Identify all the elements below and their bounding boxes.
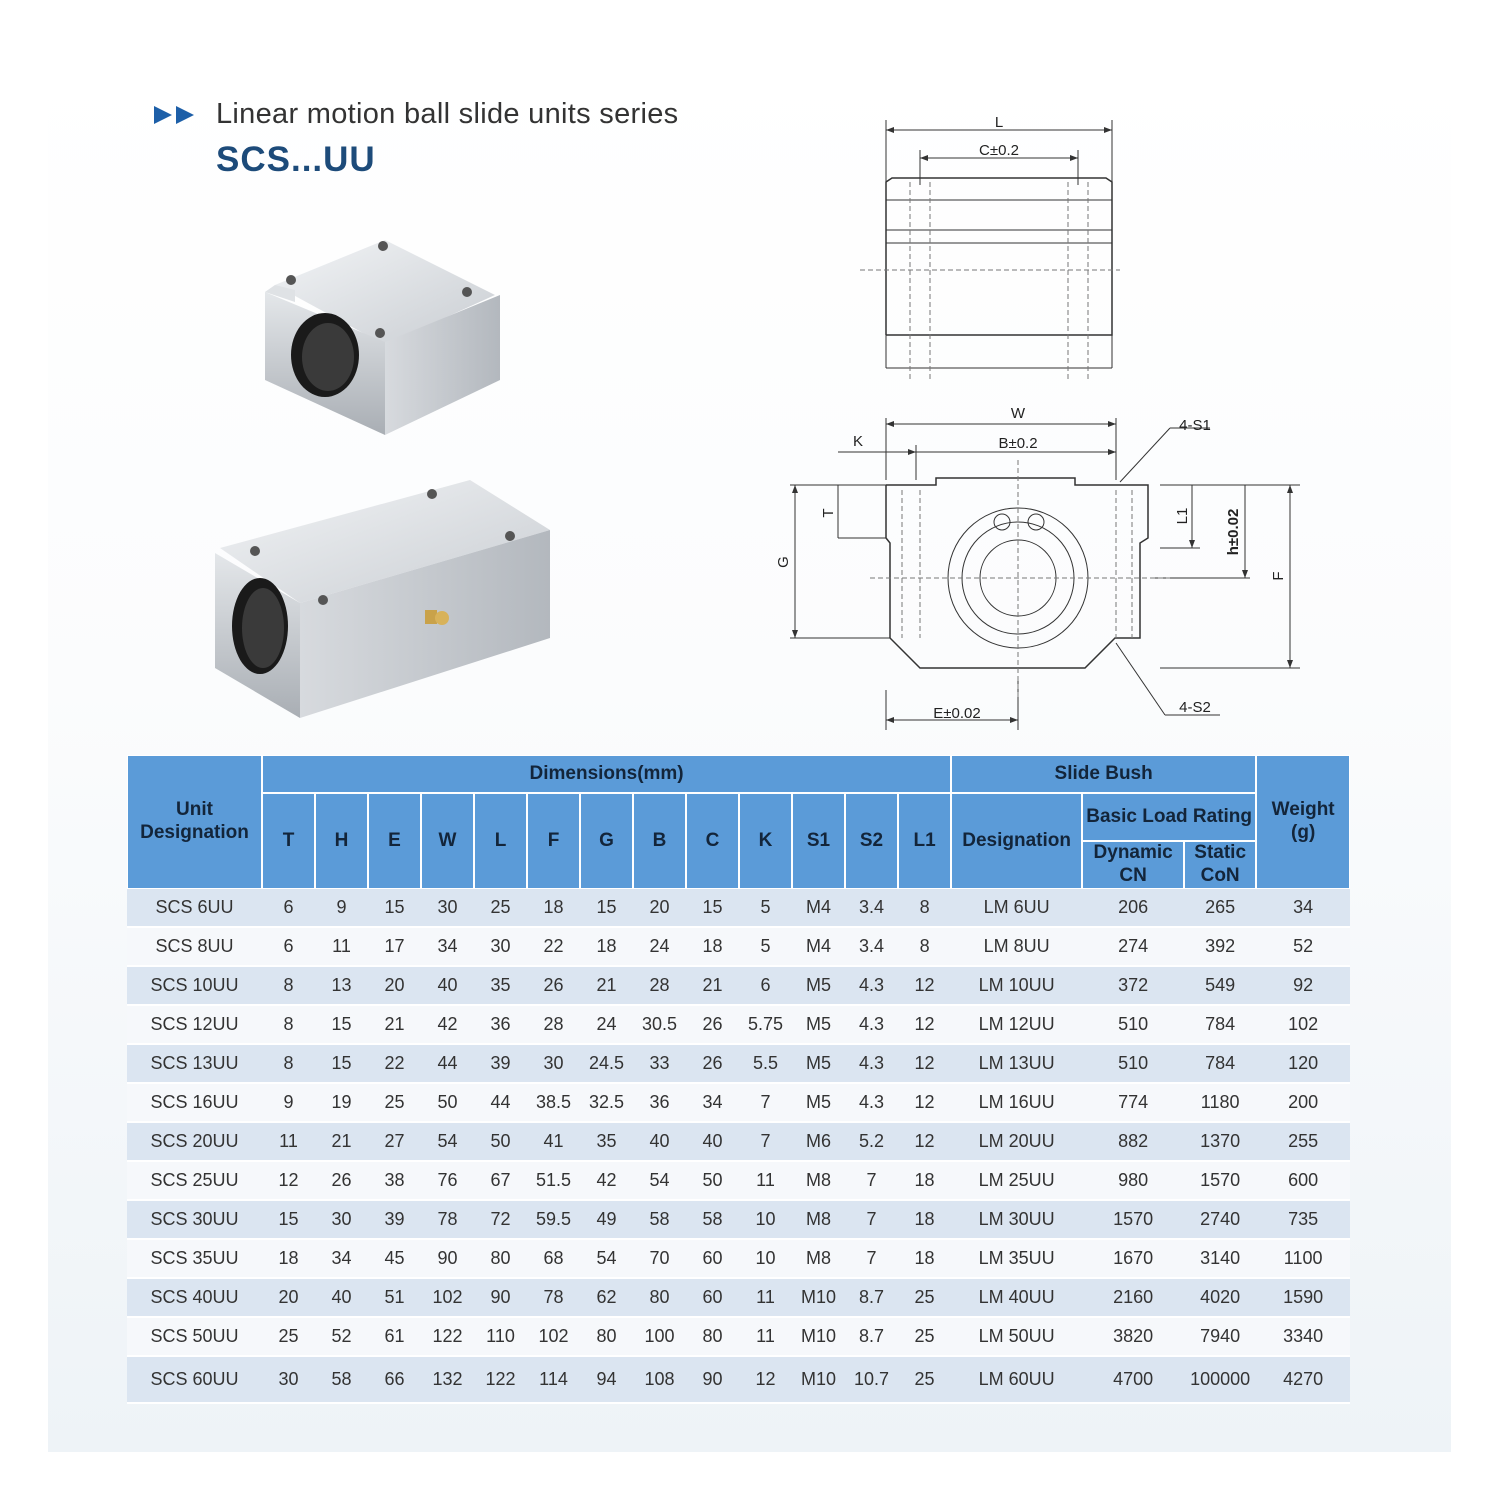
table-cell: 12 [898, 1084, 951, 1123]
table-cell: LM 10UU [951, 967, 1082, 1006]
table-cell: 4.3 [845, 967, 898, 1006]
table-cell: 39 [368, 1201, 421, 1240]
header-dim-H: H [315, 793, 368, 889]
table-cell: 100000 [1184, 1357, 1256, 1404]
table-cell: 5.2 [845, 1123, 898, 1162]
table-cell: 18 [262, 1240, 315, 1279]
table-cell: 3.4 [845, 928, 898, 967]
table-row [127, 1006, 1350, 1045]
table-cell: 206 [1082, 889, 1184, 928]
table-cell: 32.5 [580, 1084, 633, 1123]
table-cell: 80 [686, 1318, 739, 1357]
table-cell: 11 [739, 1162, 792, 1201]
table-cell: 13 [315, 967, 368, 1006]
table-body [127, 889, 1350, 1404]
table-cell: 3.4 [845, 889, 898, 928]
table-cell: 5.75 [739, 1006, 792, 1045]
dim-label-W: W [1010, 405, 1026, 422]
table-cell: SCS 35UU [127, 1240, 262, 1279]
table-cell: 38.5 [527, 1084, 580, 1123]
table-cell: 3340 [1256, 1318, 1350, 1357]
dim-label-h: h±0.02 [1225, 508, 1242, 556]
table-cell: 980 [1082, 1162, 1184, 1201]
table-cell: 102 [527, 1318, 580, 1357]
table-cell: 784 [1184, 1006, 1256, 1045]
table-cell: M4 [792, 928, 845, 967]
table-cell: 40 [315, 1279, 368, 1318]
table-cell: 18 [686, 928, 739, 967]
table-cell: 67 [474, 1162, 527, 1201]
table-cell: 132 [421, 1357, 474, 1404]
series-title: Linear motion ball slide units series [216, 98, 679, 130]
table-cell: 122 [474, 1357, 527, 1404]
header-dim-L: L [474, 793, 527, 889]
table-row [127, 1318, 1350, 1357]
table-cell: 42 [421, 1006, 474, 1045]
table-cell: 3140 [1184, 1240, 1256, 1279]
table-cell: 28 [527, 1006, 580, 1045]
table-cell: 36 [633, 1084, 686, 1123]
table-cell: M5 [792, 967, 845, 1006]
table-cell: 40 [686, 1123, 739, 1162]
table-cell: 51.5 [527, 1162, 580, 1201]
table-cell: 4.3 [845, 1045, 898, 1084]
table-cell: 12 [739, 1357, 792, 1404]
table-cell: 15 [368, 889, 421, 928]
table-row [127, 928, 1350, 967]
table-cell: 7 [739, 1123, 792, 1162]
table-cell: 114 [527, 1357, 580, 1404]
header-dim-L1: L1 [898, 793, 951, 889]
table-cell: 30 [474, 928, 527, 967]
table-cell: 22 [527, 928, 580, 967]
table-cell: 62 [580, 1279, 633, 1318]
table-cell: 18 [898, 1240, 951, 1279]
table-cell: M4 [792, 889, 845, 928]
table-cell: 24 [633, 928, 686, 967]
table-cell: 8 [898, 889, 951, 928]
table-cell: LM 25UU [951, 1162, 1082, 1201]
table-cell: 36 [474, 1006, 527, 1045]
dim-label-G: G [775, 556, 792, 568]
table-cell: 510 [1082, 1045, 1184, 1084]
table-cell: SCS 30UU [127, 1201, 262, 1240]
table-cell: 774 [1082, 1084, 1184, 1123]
table-row [127, 1357, 1350, 1404]
table-cell: 19 [315, 1084, 368, 1123]
table-cell: 1370 [1184, 1123, 1256, 1162]
table-cell: 24 [580, 1006, 633, 1045]
table-cell: 61 [368, 1318, 421, 1357]
table-cell: M5 [792, 1006, 845, 1045]
table-cell: 8.7 [845, 1279, 898, 1318]
table-cell: 5 [739, 928, 792, 967]
table-cell: 25 [898, 1357, 951, 1404]
table-row [127, 1201, 1350, 1240]
table-cell: 510 [1082, 1006, 1184, 1045]
table-row [127, 1123, 1350, 1162]
table-cell: 20 [633, 889, 686, 928]
table-cell: 784 [1184, 1045, 1256, 1084]
table-header [127, 755, 1350, 889]
table-cell: 102 [421, 1279, 474, 1318]
table-cell: LM 60UU [951, 1357, 1082, 1404]
header-slide-bush: Slide Bush [951, 755, 1256, 793]
table-cell: 274 [1082, 928, 1184, 967]
table-cell: LM 35UU [951, 1240, 1082, 1279]
header-dim-F: F [527, 793, 580, 889]
header-dynamic: Dynamic CN [1082, 841, 1184, 889]
table-cell: 34 [1256, 889, 1350, 928]
table-cell: 100 [633, 1318, 686, 1357]
table-cell: 25 [474, 889, 527, 928]
dim-label-L1: L1 [1174, 507, 1191, 525]
table-cell: LM 40UU [951, 1279, 1082, 1318]
table-cell: 18 [898, 1201, 951, 1240]
table-cell: 54 [580, 1240, 633, 1279]
table-cell: 12 [898, 1006, 951, 1045]
dim-label-E: E±0.02 [933, 705, 981, 722]
front-view-drawing [770, 400, 1310, 735]
table-cell: 4.3 [845, 1084, 898, 1123]
table-cell: M5 [792, 1045, 845, 1084]
grease-nipple-icon [425, 610, 449, 625]
table-cell: M10 [792, 1318, 845, 1357]
table-cell: 7 [845, 1201, 898, 1240]
table-cell: 30.5 [633, 1006, 686, 1045]
table-cell: 58 [633, 1201, 686, 1240]
table-cell: 7940 [1184, 1318, 1256, 1357]
table-cell: 7 [845, 1240, 898, 1279]
table-row [127, 1045, 1350, 1084]
table-cell: 10 [739, 1201, 792, 1240]
table-cell: 76 [421, 1162, 474, 1201]
table-cell: SCS 6UU [127, 889, 262, 928]
table-cell: 1670 [1082, 1240, 1184, 1279]
table-cell: SCS 10UU [127, 967, 262, 1006]
table-cell: 72 [474, 1201, 527, 1240]
table-cell: 15 [262, 1201, 315, 1240]
table-cell: 25 [262, 1318, 315, 1357]
header-designation: Designation [951, 793, 1082, 889]
table-cell: 18 [527, 889, 580, 928]
table-cell: 59.5 [527, 1201, 580, 1240]
table-cell: 26 [315, 1162, 368, 1201]
table-cell: 9 [315, 889, 368, 928]
table-cell: 40 [633, 1123, 686, 1162]
table-cell: 90 [686, 1357, 739, 1404]
dim-label-K: K [852, 433, 864, 450]
table-cell: 110 [474, 1318, 527, 1357]
table-cell: 1570 [1184, 1162, 1256, 1201]
table-cell: 20 [368, 967, 421, 1006]
table-cell: SCS 8UU [127, 928, 262, 967]
table-cell: LM 8UU [951, 928, 1082, 967]
table-cell: 1180 [1184, 1084, 1256, 1123]
table-cell: 4700 [1082, 1357, 1184, 1404]
title-row [152, 98, 678, 131]
table-cell: 7 [845, 1162, 898, 1201]
table-cell: 102 [1256, 1006, 1350, 1045]
table-cell: M10 [792, 1279, 845, 1318]
header-unit-designation: Unit Designation [127, 755, 262, 889]
table-cell: 26 [527, 967, 580, 1006]
table-cell: 15 [315, 1006, 368, 1045]
table-cell: 12 [898, 967, 951, 1006]
dim-label-L: L [994, 114, 1004, 131]
table-cell: SCS 50UU [127, 1318, 262, 1357]
table-cell: 24.5 [580, 1045, 633, 1084]
table-cell: SCS 60UU [127, 1357, 262, 1404]
table-cell: 11 [315, 928, 368, 967]
table-cell: 5.5 [739, 1045, 792, 1084]
table-cell: LM 12UU [951, 1006, 1082, 1045]
table-cell: 58 [315, 1357, 368, 1404]
table-cell: 80 [633, 1279, 686, 1318]
dim-label-B: B±0.2 [998, 435, 1038, 452]
table-cell: LM 6UU [951, 889, 1082, 928]
header-dim-K: K [739, 793, 792, 889]
table-cell: 54 [633, 1162, 686, 1201]
table-cell: 7 [739, 1084, 792, 1123]
table-cell: SCS 13UU [127, 1045, 262, 1084]
header-basic-load-rating: Basic Load Rating [1082, 793, 1256, 841]
table-cell: 882 [1082, 1123, 1184, 1162]
table-cell: 15 [580, 889, 633, 928]
table-cell: SCS 40UU [127, 1279, 262, 1318]
table-cell: SCS 25UU [127, 1162, 262, 1201]
table-cell: 8 [262, 967, 315, 1006]
table-cell: LM 30UU [951, 1201, 1082, 1240]
table-cell: 21 [368, 1006, 421, 1045]
specification-table [127, 755, 1350, 1404]
table-cell: 27 [368, 1123, 421, 1162]
table-row [127, 1240, 1350, 1279]
table-cell: 11 [262, 1123, 315, 1162]
table-cell: 108 [633, 1357, 686, 1404]
table-cell: M8 [792, 1240, 845, 1279]
table-cell: 50 [474, 1123, 527, 1162]
header-dimensions: Dimensions(mm) [262, 755, 951, 793]
table-cell: 41 [527, 1123, 580, 1162]
table-cell: 80 [580, 1318, 633, 1357]
table-cell: 21 [686, 967, 739, 1006]
table-cell: 1590 [1256, 1279, 1350, 1318]
table-cell: 12 [262, 1162, 315, 1201]
table-cell: 50 [421, 1084, 474, 1123]
table-cell: 15 [315, 1045, 368, 1084]
table-cell: 40 [421, 967, 474, 1006]
table-cell: 18 [898, 1162, 951, 1201]
table-cell: 120 [1256, 1045, 1350, 1084]
table-cell: 600 [1256, 1162, 1350, 1201]
table-cell: 90 [421, 1240, 474, 1279]
table-cell: 21 [315, 1123, 368, 1162]
table-cell: 11 [739, 1279, 792, 1318]
table-cell: 12 [898, 1045, 951, 1084]
table-cell: 68 [527, 1240, 580, 1279]
table-cell: 80 [474, 1240, 527, 1279]
table-cell: 25 [898, 1318, 951, 1357]
dim-label-F: F [1270, 571, 1287, 581]
table-cell: 35 [474, 967, 527, 1006]
table-cell: 1570 [1082, 1201, 1184, 1240]
table-cell: 34 [315, 1240, 368, 1279]
table-cell: LM 13UU [951, 1045, 1082, 1084]
header-dim-E: E [368, 793, 421, 889]
table-cell: 94 [580, 1357, 633, 1404]
table-cell: LM 50UU [951, 1318, 1082, 1357]
table-cell: 42 [580, 1162, 633, 1201]
slide-unit-long-image [210, 478, 555, 723]
header-dim-T: T [262, 793, 315, 889]
table-cell: 30 [527, 1045, 580, 1084]
table-cell: 21 [580, 967, 633, 1006]
table-cell: 66 [368, 1357, 421, 1404]
table-cell: 78 [527, 1279, 580, 1318]
dim-label-C: C±0.2 [979, 142, 1019, 159]
table-cell: 8 [262, 1045, 315, 1084]
table-row [127, 1279, 1350, 1318]
dim-label-S1: 4-S1 [1179, 417, 1211, 434]
table-cell: 1100 [1256, 1240, 1350, 1279]
table-row [127, 889, 1350, 928]
table-cell: M5 [792, 1084, 845, 1123]
table-cell: 44 [421, 1045, 474, 1084]
table-cell: M6 [792, 1123, 845, 1162]
table-cell: 20 [262, 1279, 315, 1318]
table-cell: 4020 [1184, 1279, 1256, 1318]
table-cell: 8.7 [845, 1318, 898, 1357]
table-cell: 6 [739, 967, 792, 1006]
table-cell: 4.3 [845, 1006, 898, 1045]
table-cell: 34 [421, 928, 474, 967]
table-cell: 735 [1256, 1201, 1350, 1240]
table-cell: 392 [1184, 928, 1256, 967]
table-cell: 45 [368, 1240, 421, 1279]
table-cell: 35 [580, 1123, 633, 1162]
table-cell: 33 [633, 1045, 686, 1084]
header-weight: Weight (g) [1256, 755, 1350, 889]
table-cell: 10.7 [845, 1357, 898, 1404]
header-dim-B: B [633, 793, 686, 889]
table-cell: 54 [421, 1123, 474, 1162]
table-cell: 372 [1082, 967, 1184, 1006]
dim-label-S2: 4-S2 [1179, 699, 1211, 716]
table-cell: 30 [262, 1357, 315, 1404]
table-cell: 30 [421, 889, 474, 928]
table-cell: 3820 [1082, 1318, 1184, 1357]
table-cell: 92 [1256, 967, 1350, 1006]
table-cell: 90 [474, 1279, 527, 1318]
top-view-drawing [850, 110, 1130, 380]
table-cell: 49 [580, 1201, 633, 1240]
header-dim-G: G [580, 793, 633, 889]
table-cell: 30 [315, 1201, 368, 1240]
table-cell: 28 [633, 967, 686, 1006]
table-cell: 26 [686, 1045, 739, 1084]
table-cell: M8 [792, 1201, 845, 1240]
table-cell: 9 [262, 1084, 315, 1123]
table-cell: 2740 [1184, 1201, 1256, 1240]
dim-label-T: T [820, 508, 837, 518]
table-cell: 22 [368, 1045, 421, 1084]
header-dim-S2: S2 [845, 793, 898, 889]
table-row [127, 1084, 1350, 1123]
table-row [127, 967, 1350, 1006]
table-cell: 39 [474, 1045, 527, 1084]
double-arrow-icon [152, 104, 198, 126]
table-cell: 12 [898, 1123, 951, 1162]
table-cell: 60 [686, 1279, 739, 1318]
header-static: Static CoN [1184, 841, 1256, 889]
table-cell: 122 [421, 1318, 474, 1357]
table-cell: 200 [1256, 1084, 1350, 1123]
table-cell: SCS 12UU [127, 1006, 262, 1045]
table-cell: 58 [686, 1201, 739, 1240]
table-cell: SCS 20UU [127, 1123, 262, 1162]
table-cell: M8 [792, 1162, 845, 1201]
header-dim-W: W [421, 793, 474, 889]
table-cell: M10 [792, 1357, 845, 1404]
table-cell: 2160 [1082, 1279, 1184, 1318]
table-cell: 52 [1256, 928, 1350, 967]
table-cell: 25 [898, 1279, 951, 1318]
series-code: SCS...UU [216, 140, 376, 179]
slide-unit-short-image [255, 230, 515, 445]
table-cell: 70 [633, 1240, 686, 1279]
table-cell: 17 [368, 928, 421, 967]
table-cell: 15 [686, 889, 739, 928]
table-cell: 5 [739, 889, 792, 928]
table-cell: 255 [1256, 1123, 1350, 1162]
table-cell: 60 [686, 1240, 739, 1279]
table-cell: 34 [686, 1084, 739, 1123]
table-cell: 6 [262, 928, 315, 967]
table-cell: 50 [686, 1162, 739, 1201]
table-cell: 8 [898, 928, 951, 967]
table-row [127, 1162, 1350, 1201]
table-cell: LM 16UU [951, 1084, 1082, 1123]
table-cell: 26 [686, 1006, 739, 1045]
table-cell: 38 [368, 1162, 421, 1201]
table-cell: 18 [580, 928, 633, 967]
table-cell: 549 [1184, 967, 1256, 1006]
table-cell: 25 [368, 1084, 421, 1123]
table-cell: 265 [1184, 889, 1256, 928]
table-cell: 52 [315, 1318, 368, 1357]
table-cell: SCS 16UU [127, 1084, 262, 1123]
table-cell: 11 [739, 1318, 792, 1357]
header-dim-C: C [686, 793, 739, 889]
table-cell: 8 [262, 1006, 315, 1045]
table-cell: 78 [421, 1201, 474, 1240]
header-dim-S1: S1 [792, 793, 845, 889]
table-cell: 10 [739, 1240, 792, 1279]
table-cell: 4270 [1256, 1357, 1350, 1404]
table-cell: LM 20UU [951, 1123, 1082, 1162]
table-cell: 44 [474, 1084, 527, 1123]
table-cell: 51 [368, 1279, 421, 1318]
table-cell: 6 [262, 889, 315, 928]
